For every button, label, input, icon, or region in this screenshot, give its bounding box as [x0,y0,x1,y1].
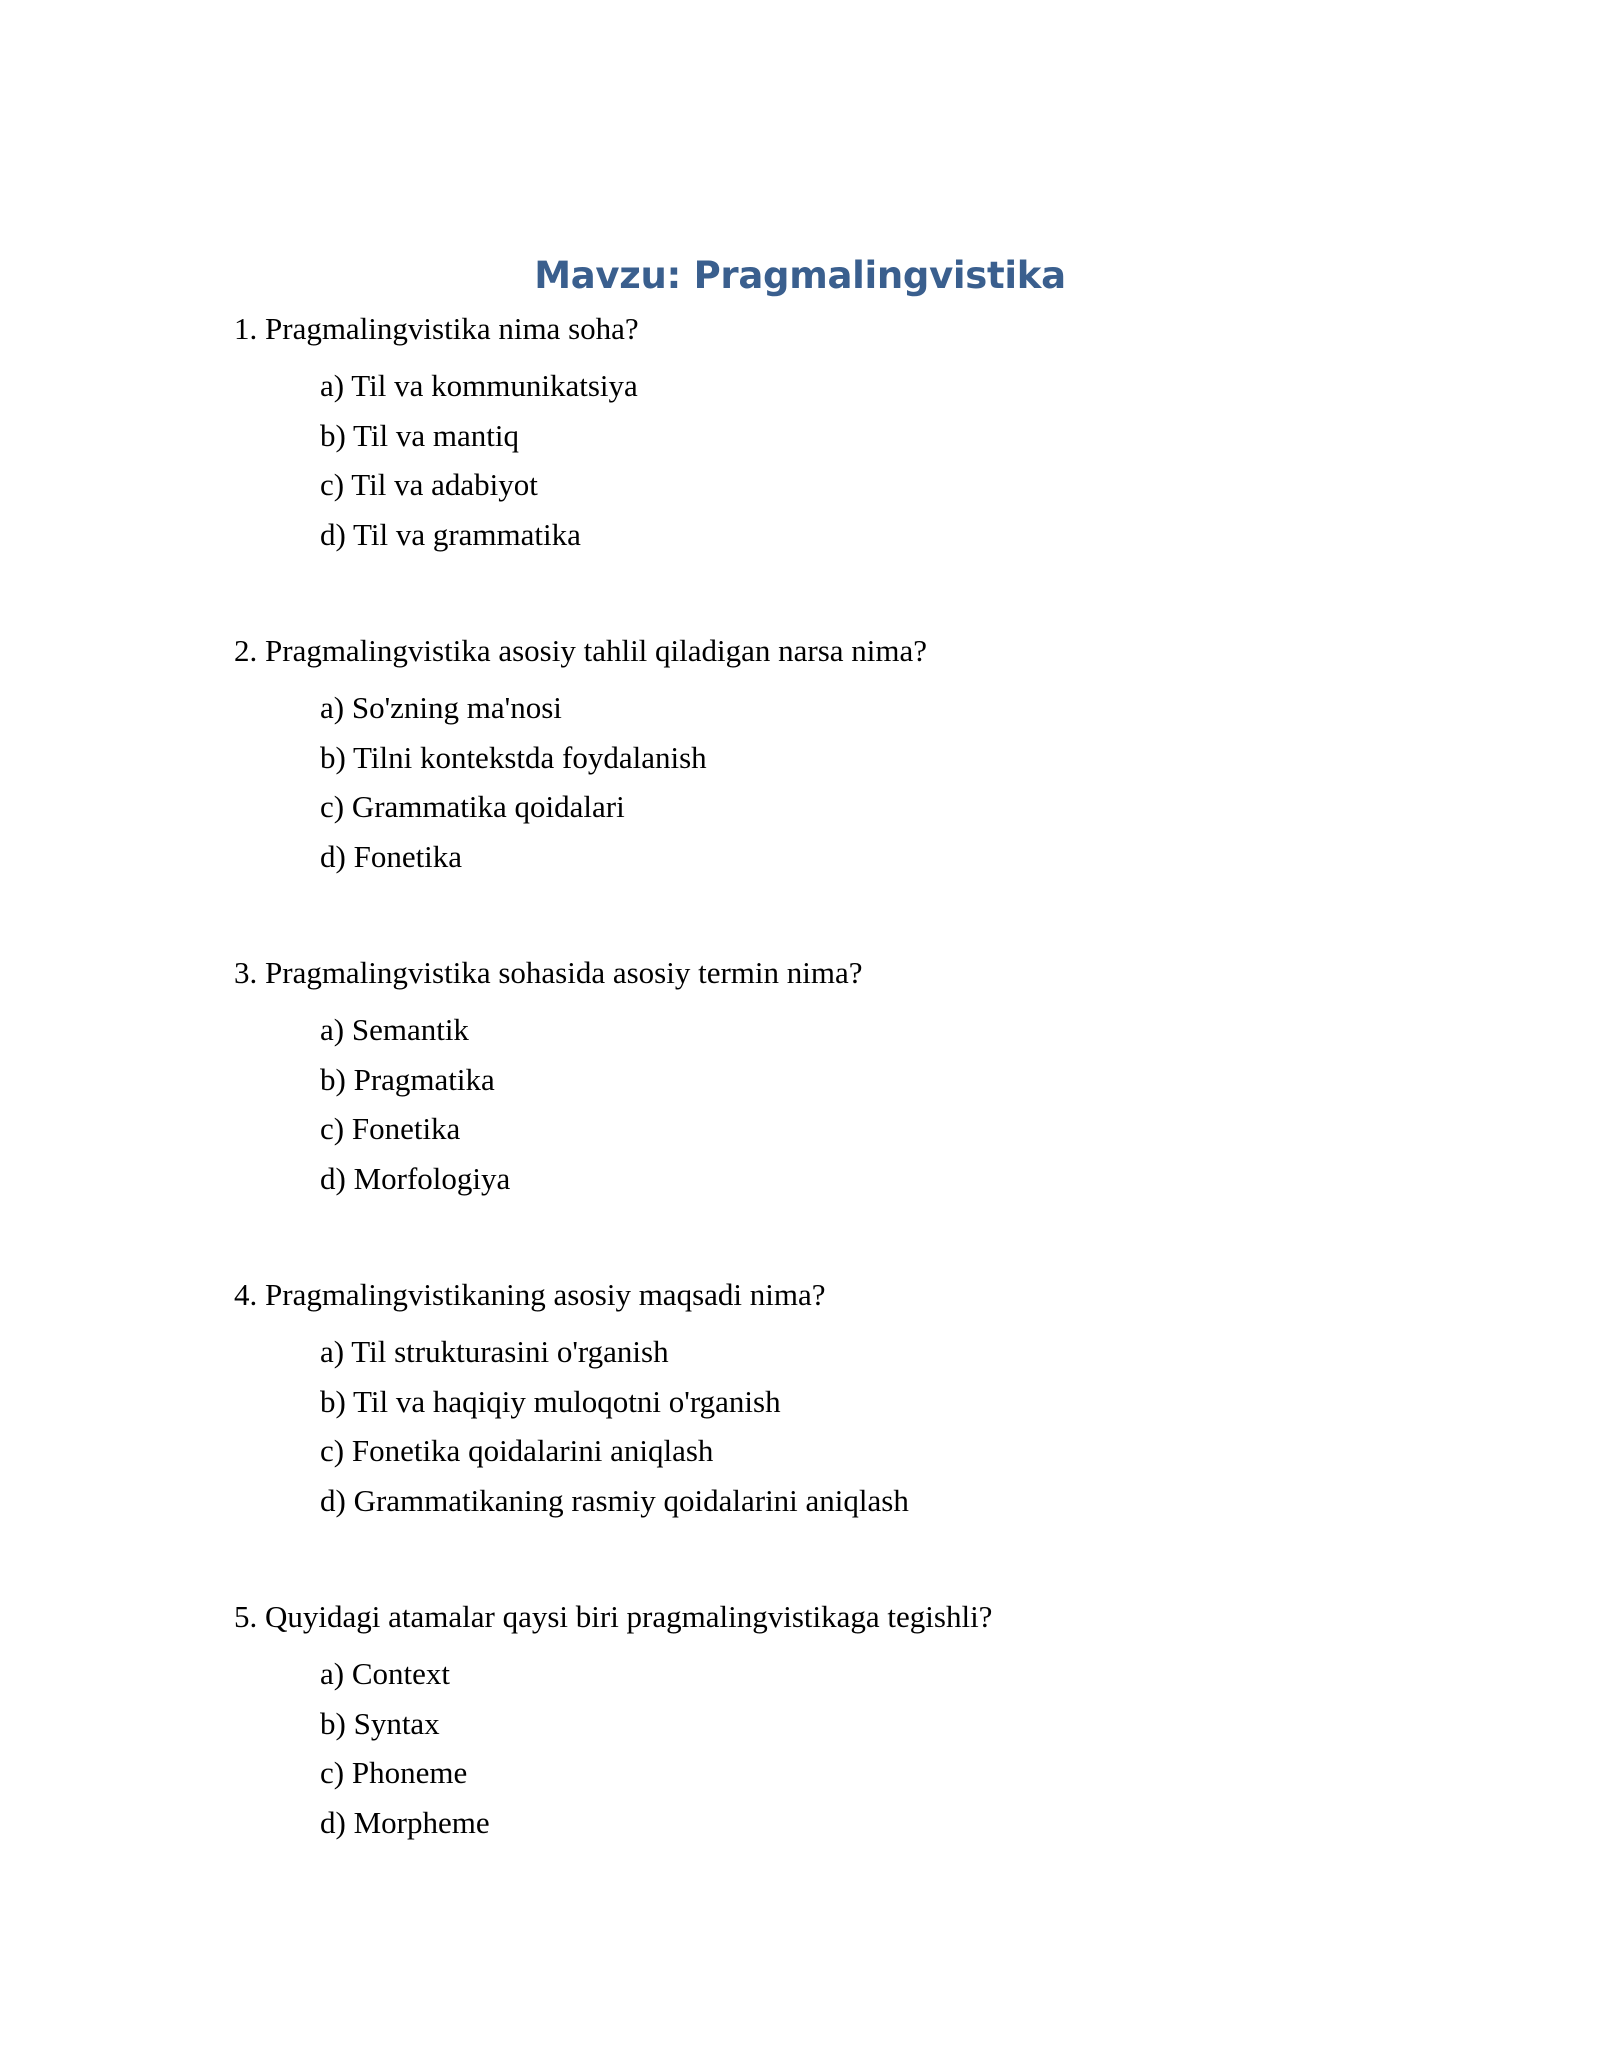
answer-option-d: d) Morfologiya [320,1160,511,1196]
question-text: 3. Pragmalingvistika sohasida asosiy termin nima? [234,955,863,990]
answer-option-d: d) Til va grammatika [320,516,581,552]
document-title: Mavzu: Pragmalingvistika [534,254,1066,297]
answer-option-c: c) Fonetika [320,1111,461,1146]
answer-options [320,1333,909,1531]
answer-option-a: a) Context [320,1656,450,1691]
answer-options [320,1011,510,1209]
question-1 [234,310,1434,552]
answer-option-a: a) Semantik [320,1012,469,1047]
answer-option-a: a) Til va kommunikatsiya [320,368,638,403]
answer-option-b: b) Syntax [320,1705,440,1741]
answer-option-d: d) Morpheme [320,1804,490,1840]
answer-option-a: a) Til strukturasini o'rganish [320,1334,669,1369]
answer-options [320,367,638,565]
question-4 [234,1276,1434,1518]
question-text: 5. Quyidagi atamalar qaysi biri pragmalingvistikaga tegishli? [234,1599,993,1634]
answer-option-c: c) Phoneme [320,1755,468,1790]
question-text: 1. Pragmalingvistika nima soha? [234,311,639,346]
answer-option-c: c) Til va adabiyot [320,467,538,502]
answer-option-b: b) Til va mantiq [320,417,519,453]
answer-option-c: c) Grammatika qoidalari [320,789,625,824]
answer-option-d: d) Grammatikaning rasmiy qoidalarini aniqlash [320,1482,909,1518]
answer-option-a: a) So'zning ma'nosi [320,690,562,725]
question-text: 2. Pragmalingvistika asosiy tahlil qiladigan narsa nima? [234,633,928,668]
answer-option-b: b) Pragmatika [320,1061,495,1097]
answer-option-c: c) Fonetika qoidalarini aniqlash [320,1433,714,1468]
answer-options [320,689,707,887]
question-3 [234,954,1434,1196]
answer-option-b: b) Til va haqiqiy muloqotni o'rganish [320,1383,781,1419]
answer-option-b: b) Tilni kontekstda foydalanish [320,739,707,775]
answer-option-d: d) Fonetika [320,838,463,874]
question-text: 4. Pragmalingvistikaning asosiy maqsadi nima? [234,1277,826,1312]
question-5 [234,1598,1434,1840]
question-2 [234,632,1434,874]
answer-options [320,1655,490,1853]
